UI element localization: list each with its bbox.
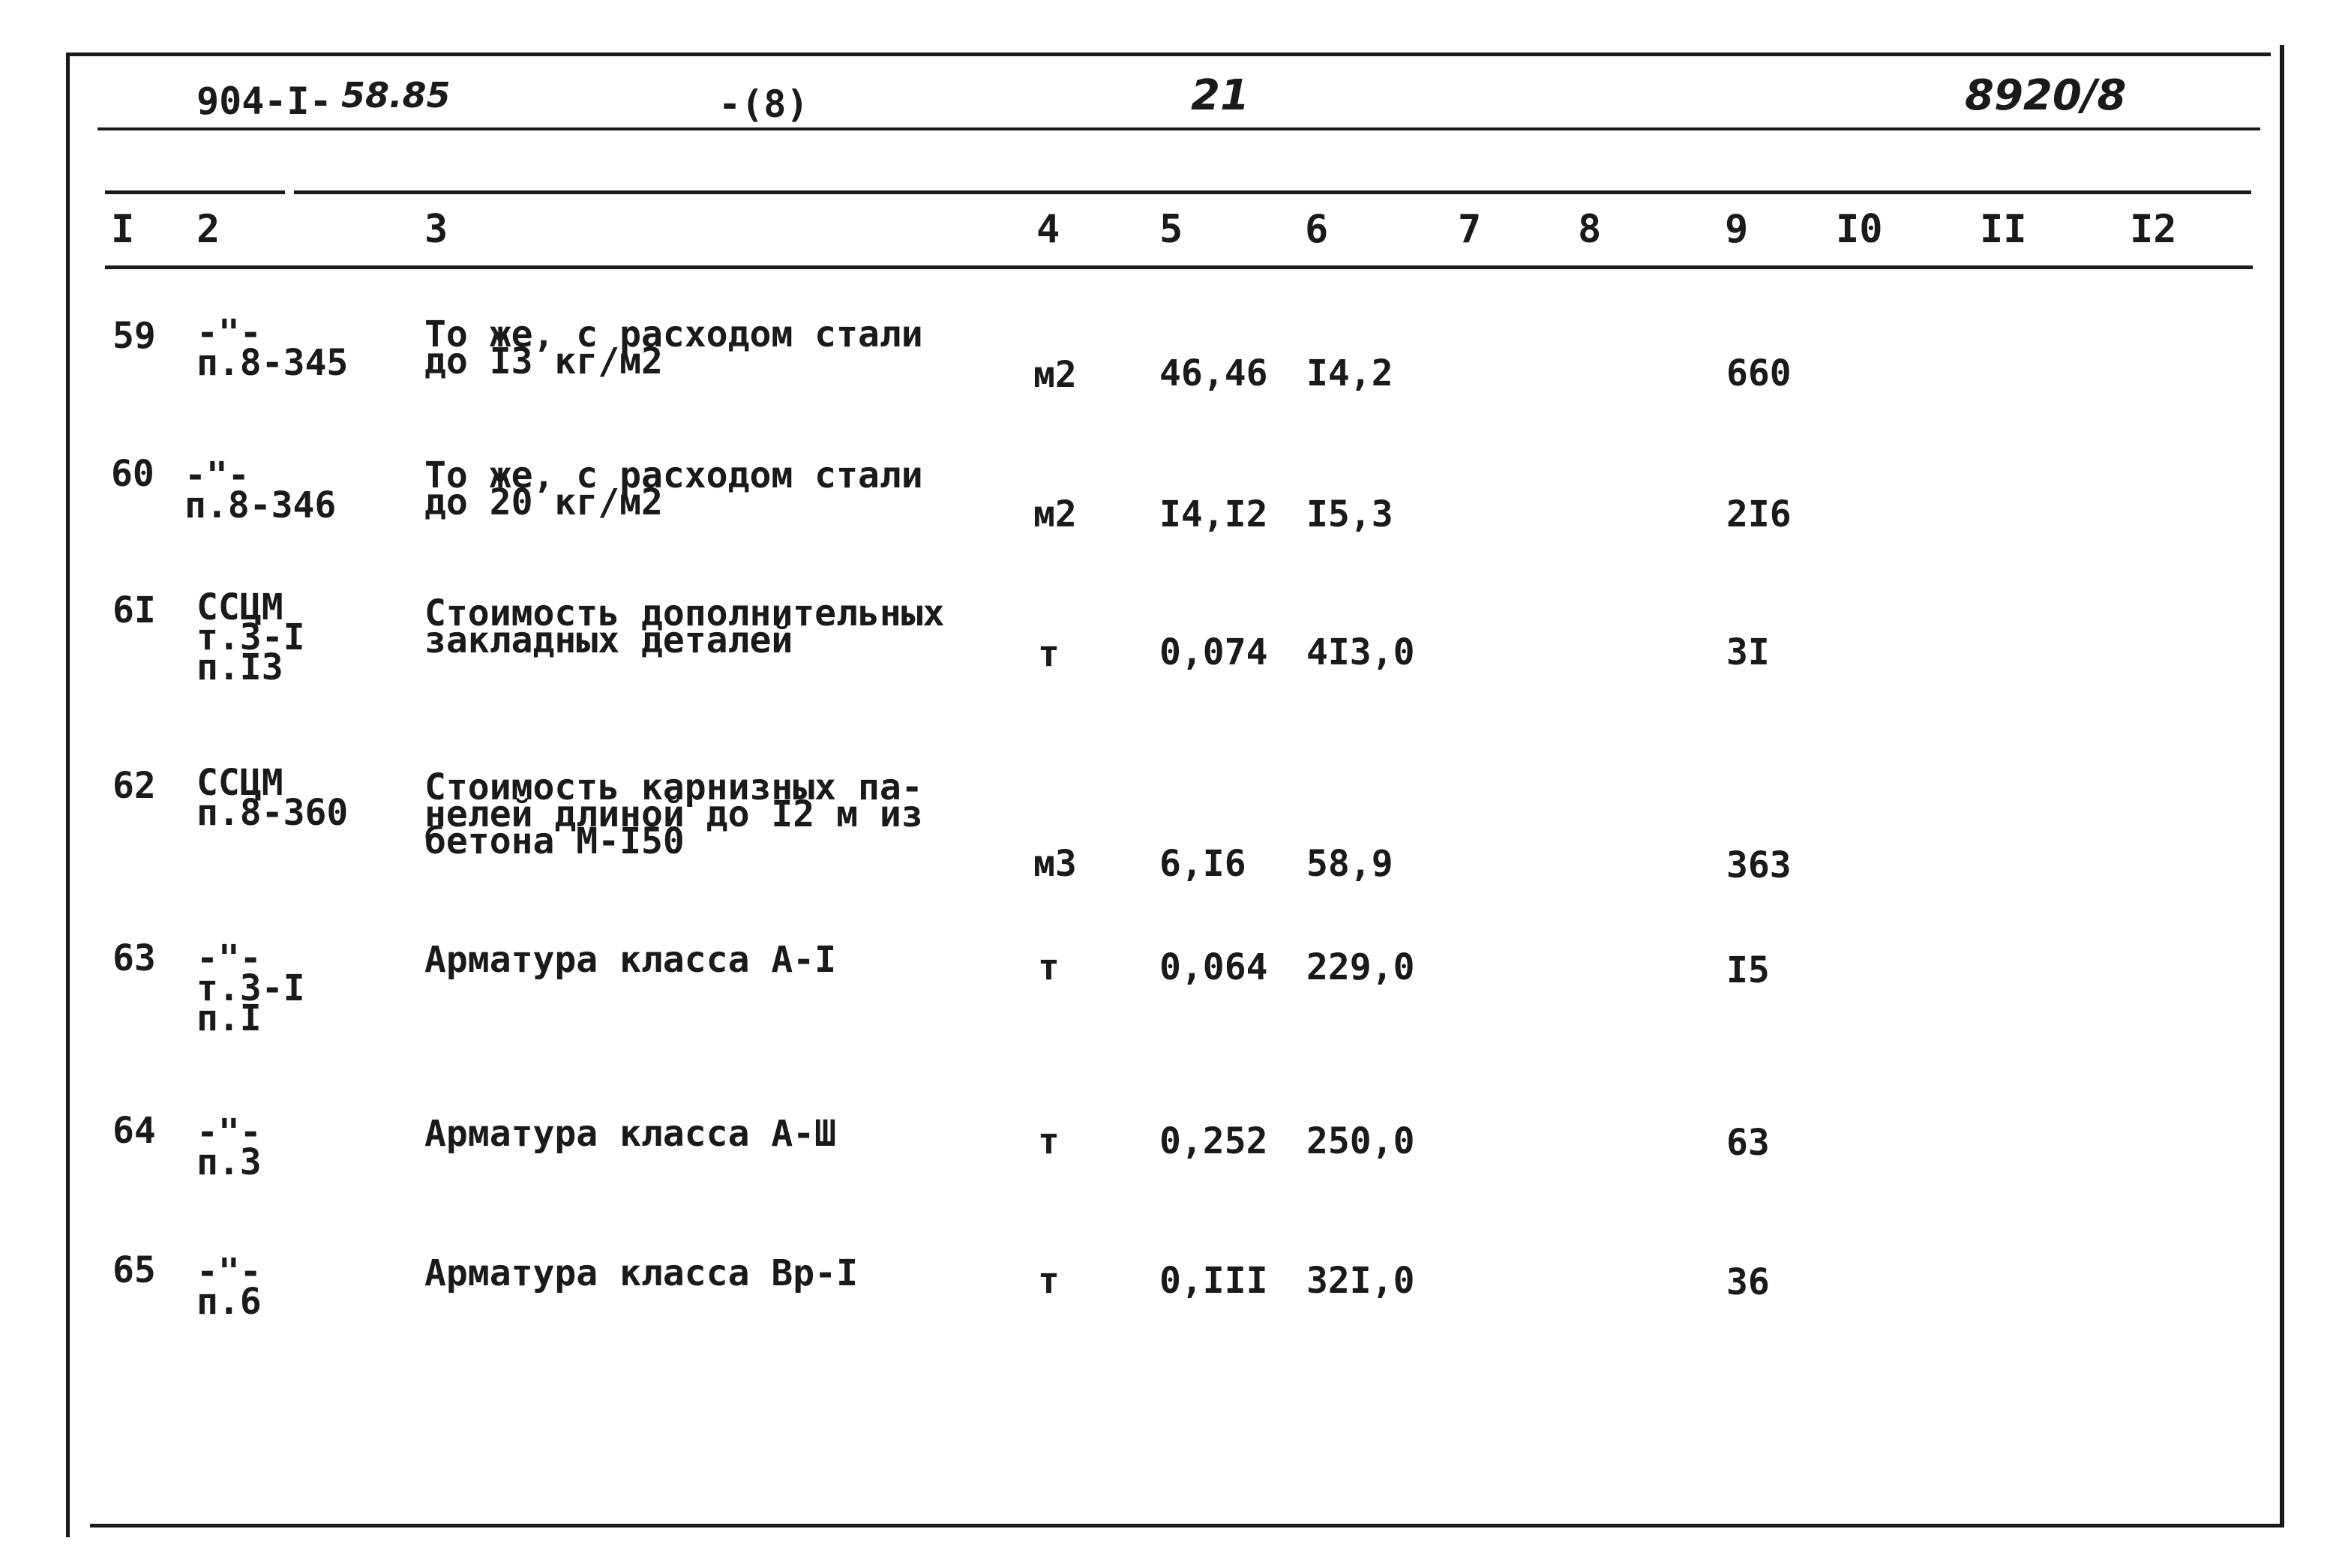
inventory-number: 8920/8 bbox=[1965, 71, 2127, 120]
row-unit: м2 bbox=[1033, 493, 1077, 535]
frame-bottom-border bbox=[90, 1524, 2284, 1528]
row-basis: -"- п.6 bbox=[196, 1251, 262, 1323]
row-unit-price: 250,0 bbox=[1306, 1120, 1415, 1162]
row-quantity: 0,III bbox=[1159, 1260, 1268, 1302]
column-header: 8 bbox=[1578, 207, 1602, 252]
row-total: I5 bbox=[1726, 949, 1770, 991]
column-header: 2 bbox=[196, 207, 220, 252]
row-total: 36 bbox=[1726, 1261, 1770, 1303]
row-description: Арматура класса Вр-I bbox=[424, 1252, 858, 1294]
row-quantity: I4,I2 bbox=[1159, 493, 1268, 535]
column-header: 4 bbox=[1036, 207, 1060, 252]
column-header: 7 bbox=[1458, 207, 1482, 252]
table-header-bottom-rule bbox=[105, 265, 2253, 269]
row-description: То же, с расходом стали до I3 кг/м2 bbox=[424, 313, 923, 382]
row-basis: -"- т.3-I п.I bbox=[196, 937, 305, 1039]
row-basis: -"- п.8-345 bbox=[196, 312, 349, 384]
column-header: 6 bbox=[1305, 207, 1329, 252]
row-basis: ССЦМ п.8-360 bbox=[196, 762, 349, 834]
row-basis: -"- п.3 bbox=[196, 1111, 262, 1183]
row-description: Стоимость дополнительных закладных деталей bbox=[424, 592, 945, 661]
column-header: I2 bbox=[2130, 207, 2177, 252]
row-unit-price: I5,3 bbox=[1306, 493, 1393, 535]
row-description: Стоимость карнизных па- нелей длиной до I2 м из бетона М-I50 bbox=[424, 766, 923, 862]
row-unit-price: 58,9 bbox=[1306, 843, 1393, 885]
row-number: 64 bbox=[112, 1110, 156, 1152]
column-header: I0 bbox=[1836, 207, 1883, 252]
row-quantity: 0,074 bbox=[1159, 631, 1268, 673]
frame-top-border bbox=[66, 52, 2271, 56]
page-number: 21 bbox=[1191, 71, 1249, 120]
table-header-top-rule bbox=[294, 190, 2251, 194]
row-basis: -"- п.8-346 bbox=[184, 454, 337, 526]
row-quantity: 0,252 bbox=[1159, 1120, 1268, 1162]
doc-code-handwritten: 58.85 bbox=[341, 75, 451, 115]
column-header: I bbox=[111, 207, 135, 252]
row-unit-price: 4I3,0 bbox=[1306, 631, 1415, 673]
row-unit: м2 bbox=[1033, 354, 1077, 396]
row-unit: т bbox=[1038, 1120, 1060, 1162]
table-header-top-rule bbox=[105, 190, 285, 194]
row-unit-price: 32I,0 bbox=[1306, 1260, 1415, 1302]
title-underline bbox=[97, 127, 2260, 130]
row-unit: т bbox=[1038, 946, 1060, 988]
row-total: 660 bbox=[1726, 352, 1792, 394]
row-unit: т bbox=[1038, 1260, 1060, 1302]
row-unit: т bbox=[1038, 633, 1060, 675]
row-number: 62 bbox=[112, 765, 156, 807]
row-total: 3I bbox=[1726, 631, 1770, 673]
row-unit-price: 229,0 bbox=[1306, 946, 1415, 988]
row-quantity: 0,064 bbox=[1159, 946, 1268, 988]
row-unit: м3 bbox=[1033, 843, 1077, 885]
doc-code: 904-I- bbox=[196, 79, 332, 123]
row-description: Арматура класса А-Ш bbox=[424, 1113, 837, 1155]
column-header: II bbox=[1980, 207, 2027, 252]
row-number: 65 bbox=[112, 1249, 156, 1291]
row-total: 2I6 bbox=[1726, 493, 1792, 535]
row-description: То же, с расходом стали до 20 кг/м2 bbox=[424, 454, 923, 523]
row-total: 363 bbox=[1726, 844, 1792, 886]
row-number: 59 bbox=[112, 315, 156, 357]
frame-right-border bbox=[2280, 45, 2284, 1526]
row-quantity: 46,46 bbox=[1159, 352, 1268, 394]
row-basis: ССЦМ т.3-I п.I3 bbox=[196, 586, 305, 688]
column-header: 9 bbox=[1725, 207, 1749, 252]
row-quantity: 6,I6 bbox=[1159, 843, 1246, 885]
row-description: Арматура класса А-I bbox=[424, 939, 837, 981]
frame-left-border bbox=[66, 52, 70, 1537]
row-total: 63 bbox=[1726, 1122, 1770, 1164]
column-header: 3 bbox=[424, 207, 448, 252]
row-number: 6I bbox=[112, 589, 156, 631]
row-unit-price: I4,2 bbox=[1306, 352, 1393, 394]
row-number: 63 bbox=[112, 937, 156, 979]
column-header: 5 bbox=[1159, 207, 1183, 252]
row-number: 60 bbox=[111, 453, 154, 495]
doc-part: -(8) bbox=[718, 82, 809, 126]
